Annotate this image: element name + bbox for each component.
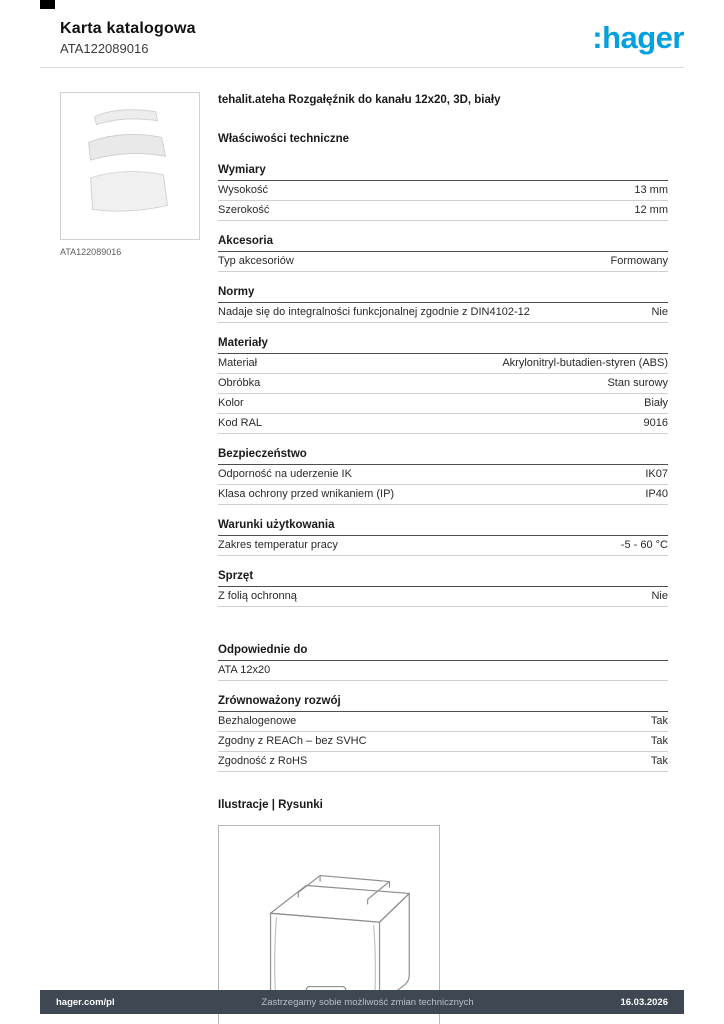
spec-row bbox=[218, 181, 668, 201]
section-title: Sprzęt bbox=[218, 570, 668, 587]
product-image-box bbox=[60, 92, 200, 240]
section-title: Wymiary bbox=[218, 164, 668, 181]
spec-value: Formowany bbox=[610, 255, 668, 267]
spec-section bbox=[218, 570, 668, 607]
spec-label: Bezhalogenowe bbox=[218, 715, 297, 727]
print-mark bbox=[40, 0, 55, 9]
spec-label: Klasa ochrony przed wnikaniem (IP) bbox=[218, 488, 395, 500]
spec-label: Wysokość bbox=[218, 184, 269, 196]
spec-row bbox=[218, 303, 668, 323]
spec-value: 12 mm bbox=[634, 204, 668, 216]
main-content bbox=[218, 94, 668, 1024]
spec-label: Kod RAL bbox=[218, 417, 263, 429]
spec-label: Materiał bbox=[218, 357, 258, 369]
footer-disclaimer: Zastrzegamy sobie możliwość zmian technicznych bbox=[261, 996, 474, 1008]
spec-row bbox=[218, 414, 668, 434]
product-reference: ATA122089016 bbox=[60, 41, 149, 56]
page-title: Karta katalogowa bbox=[60, 20, 196, 37]
spec-section bbox=[218, 286, 668, 323]
spec-value: 13 mm bbox=[634, 184, 668, 196]
header-titles bbox=[60, 20, 196, 56]
spec-row bbox=[218, 252, 668, 272]
spec-value: Tak bbox=[650, 755, 668, 767]
spec-row bbox=[218, 354, 668, 374]
section-title: Warunki użytkowania bbox=[218, 519, 668, 536]
spec-label: Kolor bbox=[218, 397, 244, 409]
spec-row bbox=[218, 661, 668, 681]
spec-section bbox=[218, 164, 668, 221]
spec-row bbox=[218, 201, 668, 221]
spec-label: Nadaje się do integralności funkcjonalnej zgodnie z DIN4102-12 bbox=[218, 306, 530, 318]
spec-label: Szerokość bbox=[218, 204, 270, 216]
spec-value: Akrylonitryl-butadien-styren (ABS) bbox=[502, 357, 668, 369]
footer bbox=[40, 990, 684, 1014]
section-title: Akcesoria bbox=[218, 235, 668, 252]
spec-row bbox=[218, 394, 668, 414]
spec-section bbox=[218, 235, 668, 272]
spec-value: Biały bbox=[644, 397, 668, 409]
spec-row bbox=[218, 752, 668, 772]
spec-label: Zakres temperatur pracy bbox=[218, 539, 338, 551]
spec-label: Z folią ochronną bbox=[218, 590, 297, 602]
section-title: Odpowiednie do bbox=[218, 644, 668, 661]
spec-value: IK07 bbox=[645, 468, 668, 480]
spec-section bbox=[218, 644, 668, 681]
product-name: tehalit.ateha Rozgałęźnik do kanału 12x20, 3D, biały bbox=[218, 94, 501, 106]
spec-row bbox=[218, 732, 668, 752]
hager-logo: :hager bbox=[592, 20, 684, 55]
illustrations-header: Ilustracje | Rysunki bbox=[218, 799, 323, 811]
spec-label: Zgodność z RoHS bbox=[218, 755, 308, 767]
product-image-caption: ATA122089016 bbox=[60, 247, 122, 257]
spec-value: 9016 bbox=[643, 417, 668, 429]
spec-section bbox=[218, 448, 668, 505]
tech-properties-header: Właściwości techniczne bbox=[218, 133, 350, 145]
product-photo bbox=[61, 93, 199, 239]
spec-value: -5 - 60 °C bbox=[620, 539, 668, 551]
section-title: Bezpieczeństwo bbox=[218, 448, 668, 465]
spec-row bbox=[218, 485, 668, 505]
spec-label: Typ akcesoriów bbox=[218, 255, 294, 267]
spec-section bbox=[218, 695, 668, 772]
spec-value: IP40 bbox=[645, 488, 668, 500]
spec-label: Obróbka bbox=[218, 377, 261, 389]
spec-row bbox=[218, 587, 668, 607]
spec-row bbox=[218, 374, 668, 394]
spec-label: ATA 12x20 bbox=[218, 664, 271, 676]
spec-row bbox=[218, 712, 668, 732]
spec-value: Stan surowy bbox=[607, 377, 668, 389]
spec-value: Tak bbox=[650, 715, 668, 727]
footer-date: 16.03.2026 bbox=[620, 996, 668, 1008]
section-title: Normy bbox=[218, 286, 668, 303]
header bbox=[60, 20, 684, 56]
spec-row bbox=[218, 536, 668, 556]
spec-row bbox=[218, 465, 668, 485]
sections bbox=[218, 164, 668, 772]
spec-label: Odporność na uderzenie IK bbox=[218, 468, 352, 480]
spec-value: Tak bbox=[650, 735, 668, 747]
spec-label: Zgodny z REACh – bez SVHC bbox=[218, 735, 367, 747]
section-title: Materiały bbox=[218, 337, 668, 354]
footer-link[interactable]: hager.com/pl bbox=[56, 996, 115, 1008]
spec-value: Nie bbox=[651, 590, 668, 602]
spec-section bbox=[218, 337, 668, 434]
section-title: Zrównoważony rozwój bbox=[218, 695, 668, 712]
spec-value: Nie bbox=[651, 306, 668, 318]
header-divider bbox=[40, 67, 684, 68]
spec-section bbox=[218, 519, 668, 556]
